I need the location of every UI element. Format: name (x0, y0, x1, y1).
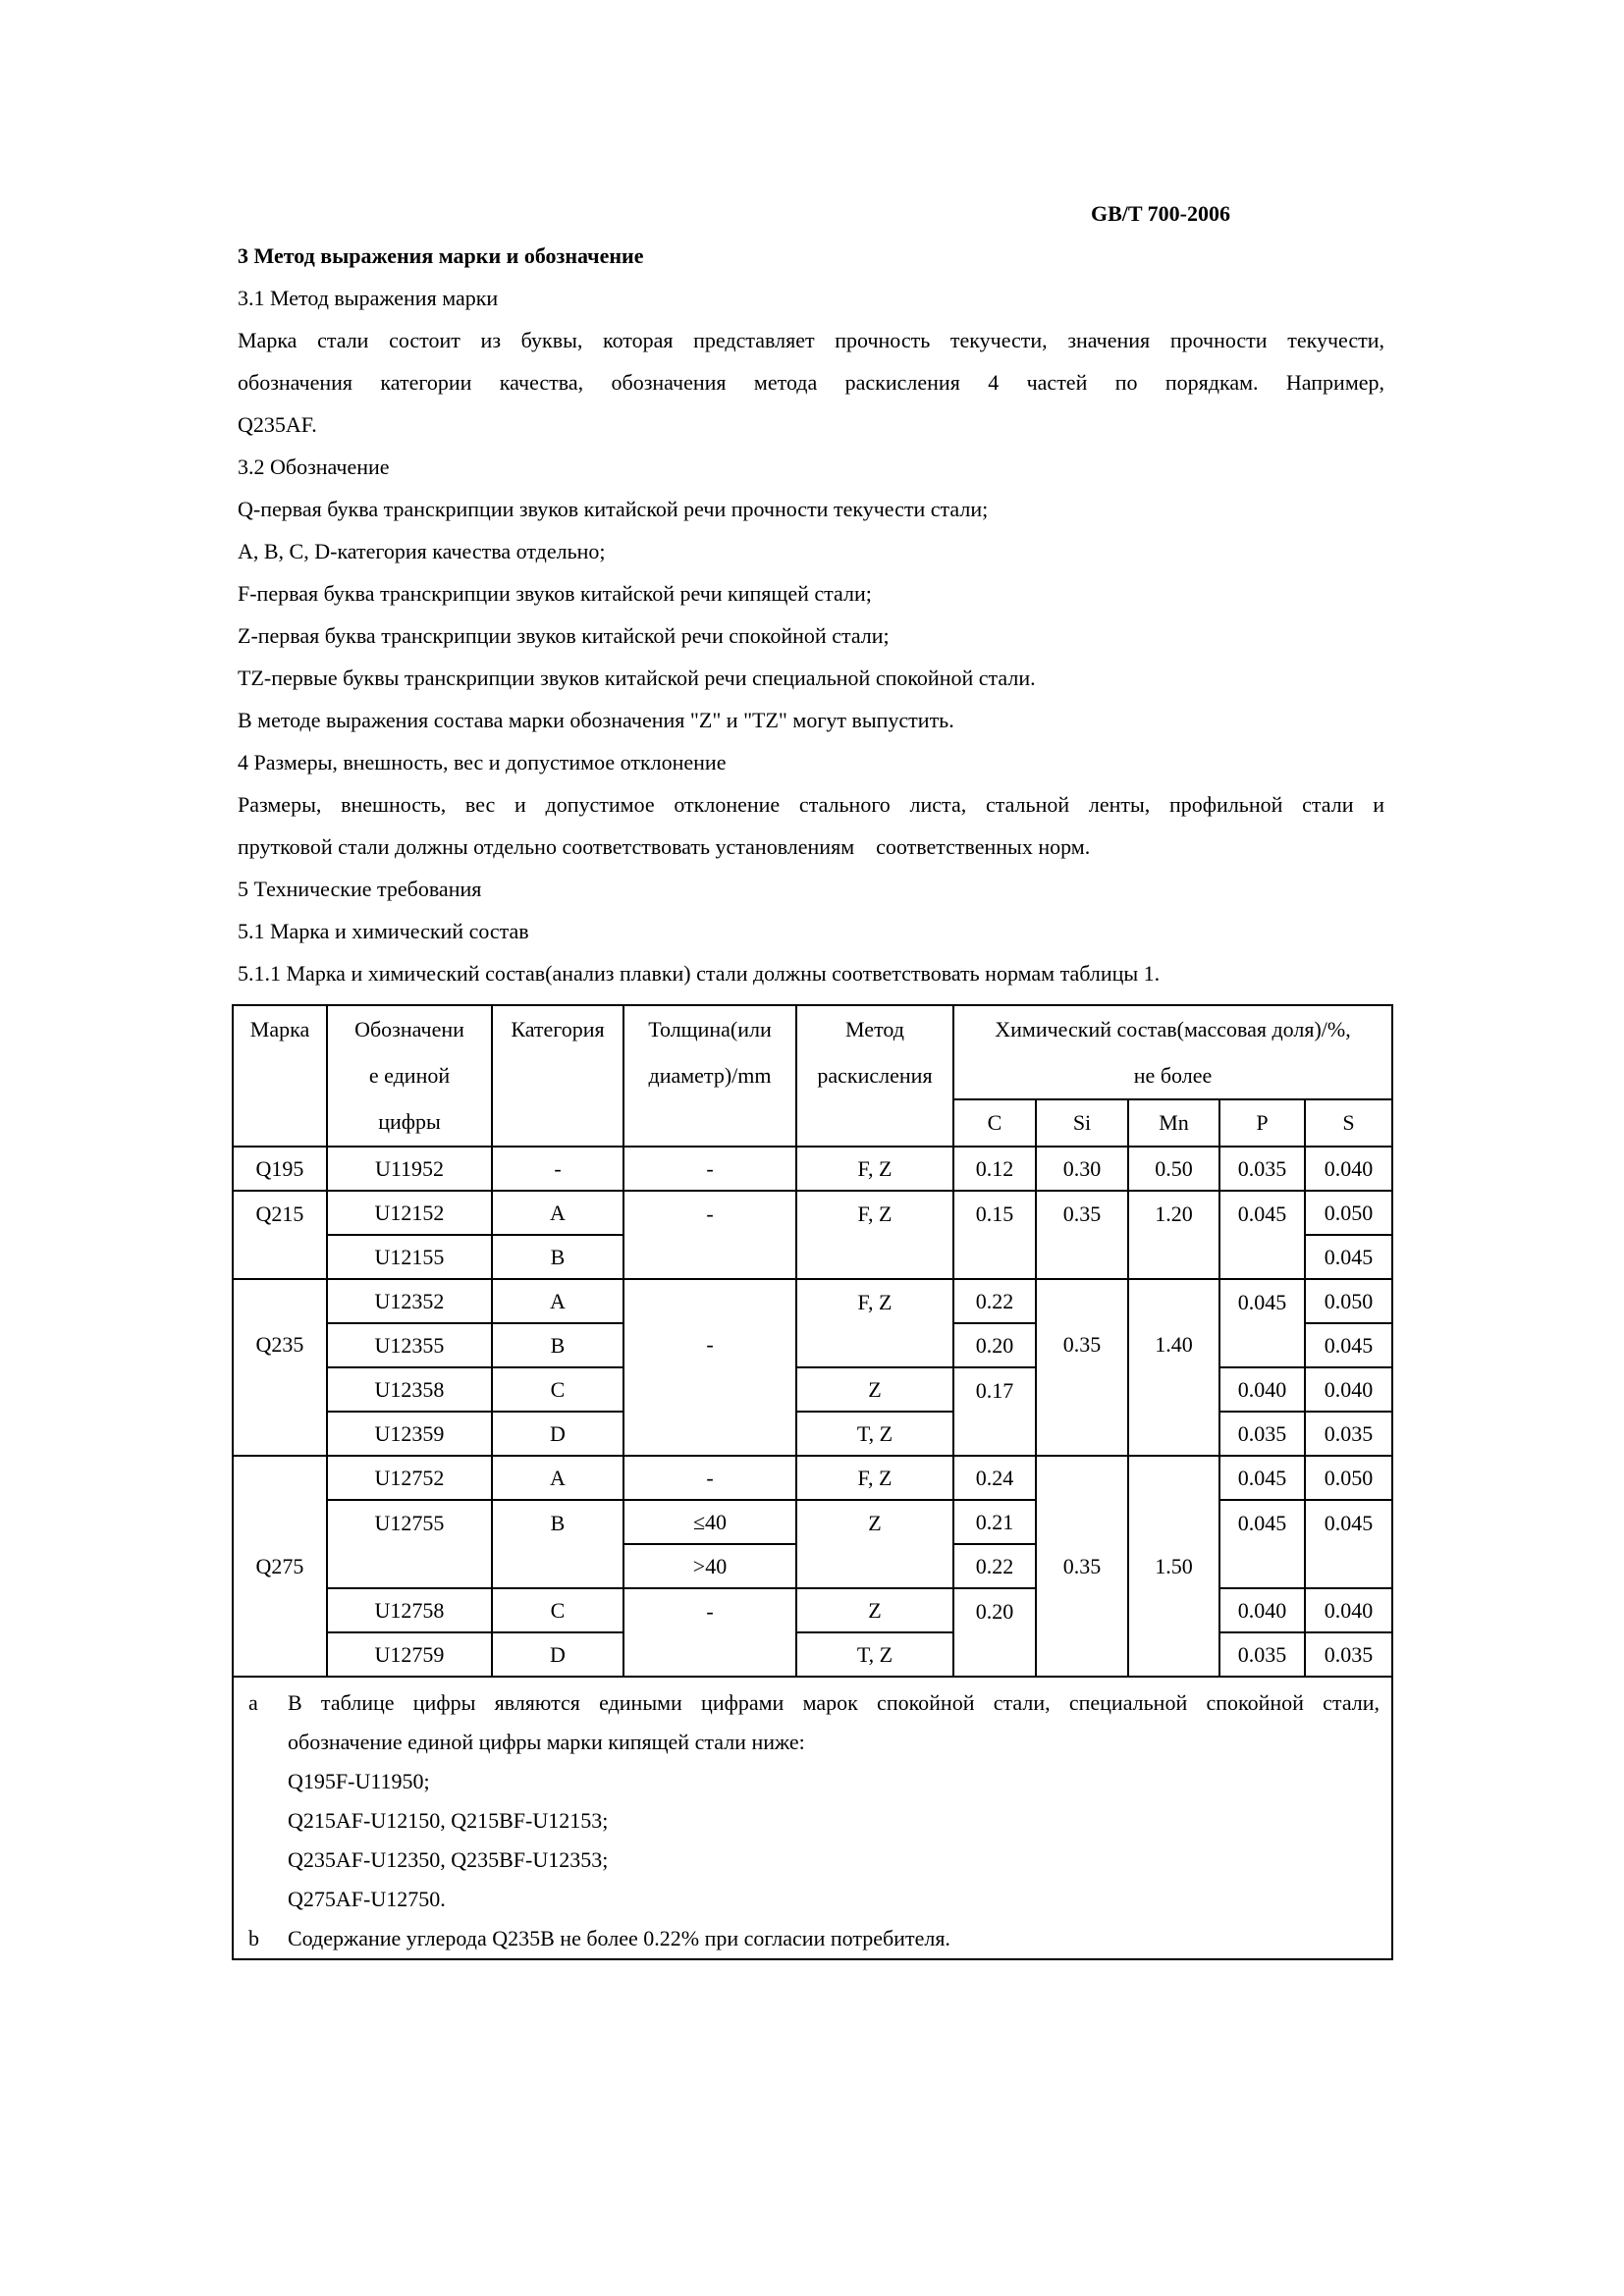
table-1-chemical-composition (232, 1004, 1393, 1960)
cell-q235-s-a: 0.050 (1305, 1279, 1392, 1323)
cell-q275-mn: 1.50 (1128, 1456, 1219, 1677)
cell-q235-code-b: U12355 (327, 1323, 492, 1367)
cell-q275-code-c: U12758 (327, 1588, 492, 1632)
cell-q275-cat-d: D (492, 1632, 623, 1677)
cell-q235-cat-a: A (492, 1279, 623, 1323)
cell-q235-p-ab: 0.045 (1219, 1279, 1305, 1367)
footnote-a (248, 1683, 1391, 1723)
cell-q215-cat-b: B (492, 1235, 623, 1279)
footnote-a-line-2: обозначение единой цифры марки кипящей стали ниже: (288, 1730, 805, 1754)
item-z: Z-первая буква транскрипции звуков китайской речи спокойной стали; (238, 623, 890, 648)
col-header-category (492, 1005, 623, 1147)
cell-q215-cat-a: A (492, 1191, 623, 1235)
row-q215-a (233, 1191, 1392, 1235)
cell-q275-code-a: U12752 (327, 1456, 492, 1500)
footnote-a-code-3: Q235AF-U12350, Q235BF-U12353; (288, 1847, 609, 1872)
cell-q275-p-b: 0.045 (1219, 1500, 1305, 1588)
cell-q275-c-b1: 0.21 (953, 1500, 1036, 1544)
cell-q235-marka: Q235 (233, 1279, 327, 1456)
col-header-thickness (623, 1005, 796, 1147)
cell-q235-mn: 1.40 (1128, 1279, 1219, 1456)
cell-q235-cat-b: B (492, 1323, 623, 1367)
cell-q235-si: 0.35 (1036, 1279, 1128, 1456)
para-3-1-line-2: обозначения категории качества, обозначения метода раскисления 4 частей по порядкам. Например, (238, 370, 1384, 395)
col-header-chemical (953, 1005, 1392, 1099)
cell-q195-marka: Q195 (233, 1147, 327, 1191)
cell-q235-code-c: U12358 (327, 1367, 492, 1412)
cell-q275-method-d: T, Z (796, 1632, 953, 1677)
footnote-a-line-1: В таблице цифры являются едиными цифрами марок спокойной стали, специальной спокойной стали, (288, 1690, 1380, 1715)
cell-q215-method: F, Z (796, 1191, 953, 1279)
cell-q195-mn: 0.50 (1128, 1147, 1219, 1191)
cell-q215-marka: Q215 (233, 1191, 327, 1279)
footnote-a-code-4: Q275AF-U12750. (288, 1887, 446, 1911)
row-q275-a (233, 1456, 1392, 1500)
item-abcd: A, B, C, D-категория качества отдельно; (238, 539, 606, 563)
cell-q275-p-a: 0.045 (1219, 1456, 1305, 1500)
cell-q195-method: F, Z (796, 1147, 953, 1191)
col-header-code-line1: Обозначени (354, 1017, 464, 1041)
cell-q275-s-a: 0.050 (1305, 1456, 1392, 1500)
cell-q215-mn: 1.20 (1128, 1191, 1219, 1279)
col-header-thickness-line2: диаметр)/mm (648, 1063, 772, 1088)
cell-q235-s-b: 0.045 (1305, 1323, 1392, 1367)
footnote-b-marker: b (248, 1926, 259, 1950)
footnote-a-code-2: Q215AF-U12150, Q215BF-U12153; (288, 1808, 609, 1833)
cell-q235-code-d: U12359 (327, 1412, 492, 1456)
row-q235-a (233, 1279, 1392, 1323)
cell-q275-method-a: F, Z (796, 1456, 953, 1500)
cell-q275-method-c: Z (796, 1588, 953, 1632)
cell-q195-code: U11952 (327, 1147, 492, 1191)
cell-q275-marka: Q275 (233, 1456, 327, 1677)
para-4-line-2: прутковой стали должны отдельно соответствовать установлениям соответственных норм. (238, 834, 1091, 859)
cell-q235-c-a: 0.22 (953, 1279, 1036, 1323)
cell-q275-code-d: U12759 (327, 1632, 492, 1677)
footnote-a-marker: a (248, 1690, 258, 1715)
cell-q275-p-c: 0.040 (1219, 1588, 1305, 1632)
cell-q195-c: 0.12 (953, 1147, 1036, 1191)
cell-q275-thk-b1: ≤40 (623, 1500, 796, 1544)
cell-q275-s-b: 0.045 (1305, 1500, 1392, 1588)
cell-q275-thk-a: - (623, 1456, 796, 1500)
para-4-line-1: Размеры, внешность, вес и допустимое отклонение стального листа, стальной ленты, профильной стали и (238, 792, 1384, 817)
cell-q275-cat-b: B (492, 1500, 623, 1588)
footnotes-cell (233, 1677, 1392, 1959)
col-header-s: S (1305, 1099, 1392, 1147)
col-header-thickness-line1: Толщина(или (648, 1017, 772, 1041)
cell-q275-c-a: 0.24 (953, 1456, 1036, 1500)
section-3-heading: 3 Метод выражения марки и обозначение (238, 243, 644, 268)
col-header-category-text: Категория (511, 1017, 605, 1041)
section-3-1-heading: 3.1 Метод выражения марки (238, 286, 499, 310)
item-q: Q-первая буква транскрипции звуков китайской речи прочности текучести стали; (238, 497, 989, 521)
cell-q235-cat-c: C (492, 1367, 623, 1412)
col-header-chemical-line1: Химический состав(массовая доля)/%, (995, 1017, 1351, 1041)
cell-q195-category: - (492, 1147, 623, 1191)
cell-q235-p-c: 0.040 (1219, 1367, 1305, 1412)
section-5-heading: 5 Технические требования (238, 877, 482, 901)
cell-q275-thk-cd: - (623, 1588, 796, 1677)
cell-q235-method-d: T, Z (796, 1412, 953, 1456)
cell-q215-s-a: 0.050 (1305, 1191, 1392, 1235)
cell-q275-s-c: 0.040 (1305, 1588, 1392, 1632)
col-header-p: P (1219, 1099, 1305, 1147)
col-header-marka (233, 1005, 327, 1147)
cell-q235-method-ab: F, Z (796, 1279, 953, 1367)
cell-q195-thickness: - (623, 1147, 796, 1191)
cell-q215-s-b: 0.045 (1305, 1235, 1392, 1279)
cell-q215-code-b: U12155 (327, 1235, 492, 1279)
col-header-method-line1: Метод (845, 1017, 904, 1041)
cell-q235-c-b: 0.20 (953, 1323, 1036, 1367)
cell-q215-si: 0.35 (1036, 1191, 1128, 1279)
item-f: F-первая буква транскрипции звуков китайской речи кипящей стали; (238, 581, 872, 606)
cell-q235-method-c: Z (796, 1367, 953, 1412)
cell-q215-thickness: - (623, 1191, 796, 1279)
cell-q215-p: 0.045 (1219, 1191, 1305, 1279)
item-tz: TZ-первые буквы транскрипции звуков китайской речи специальной спокойной стали. (238, 666, 1036, 690)
cell-q235-c-cd: 0.17 (953, 1367, 1036, 1456)
doc-number: GB/T 700-2006 (1090, 201, 1230, 226)
para-z-tz-note: В методе выражения состава марки обозначения "Z" и "TZ" могут выпустить. (238, 708, 954, 732)
cell-q195-s: 0.040 (1305, 1147, 1392, 1191)
col-header-si: Si (1036, 1099, 1128, 1147)
footnote-b-line: Содержание углерода Q235B не более 0.22% при согласии потребителя. (288, 1926, 950, 1950)
col-header-marka-text: Марка (249, 1017, 310, 1041)
cell-q235-s-d: 0.035 (1305, 1412, 1392, 1456)
footnote-a-code-1: Q195F-U11950; (288, 1769, 430, 1793)
cell-q235-p-d: 0.035 (1219, 1412, 1305, 1456)
section-5-1-heading: 5.1 Марка и химический состав (238, 919, 529, 943)
cell-q235-s-c: 0.040 (1305, 1367, 1392, 1412)
col-header-method-line2: раскисления (817, 1063, 933, 1088)
cell-q275-method-b: Z (796, 1500, 953, 1588)
cell-q275-cat-a: A (492, 1456, 623, 1500)
cell-q195-si: 0.30 (1036, 1147, 1128, 1191)
col-header-mn: Mn (1128, 1099, 1219, 1147)
cell-q275-p-d: 0.035 (1219, 1632, 1305, 1677)
col-header-method (796, 1005, 953, 1147)
cell-q215-code-a: U12152 (327, 1191, 492, 1235)
row-footnotes (233, 1677, 1392, 1959)
col-header-code-line3: цифры (378, 1109, 441, 1134)
cell-q275-thk-b2: >40 (623, 1544, 796, 1588)
table-header-row-1 (233, 1005, 1392, 1099)
cell-q195-p: 0.035 (1219, 1147, 1305, 1191)
para-3-1-line-1: Марка стали состоит из буквы, которая представляет прочность текучести, значения прочности текучести, (238, 328, 1384, 352)
cell-q235-cat-d: D (492, 1412, 623, 1456)
para-3-1-line-3: Q235AF. (238, 412, 317, 437)
col-header-code-line2: е единой (368, 1063, 451, 1088)
cell-q275-cat-c: C (492, 1588, 623, 1632)
cell-q275-c-b2: 0.22 (953, 1544, 1036, 1588)
col-header-code (327, 1005, 492, 1147)
cell-q235-thickness: - (623, 1279, 796, 1456)
cell-q275-si: 0.35 (1036, 1456, 1128, 1677)
cell-q275-c-cd: 0.20 (953, 1588, 1036, 1677)
cell-q235-code-a: U12352 (327, 1279, 492, 1323)
cell-q215-c: 0.15 (953, 1191, 1036, 1279)
col-header-chemical-line2: не более (1133, 1063, 1213, 1088)
cell-q275-code-b: U12755 (327, 1500, 492, 1588)
footnote-b (248, 1919, 1391, 1958)
cell-q275-s-d: 0.035 (1305, 1632, 1392, 1677)
section-4-heading: 4 Размеры, внешность, вес и допустимое отклонение (238, 750, 727, 774)
row-q195 (233, 1147, 1392, 1191)
col-header-c: C (953, 1099, 1036, 1147)
body-text (238, 192, 1384, 994)
section-3-2-heading: 3.2 Обозначение (238, 454, 390, 479)
section-5-1-1-text: 5.1.1 Марка и химический состав(анализ плавки) стали должны соответствовать нормам таблицы 1. (238, 961, 1161, 986)
